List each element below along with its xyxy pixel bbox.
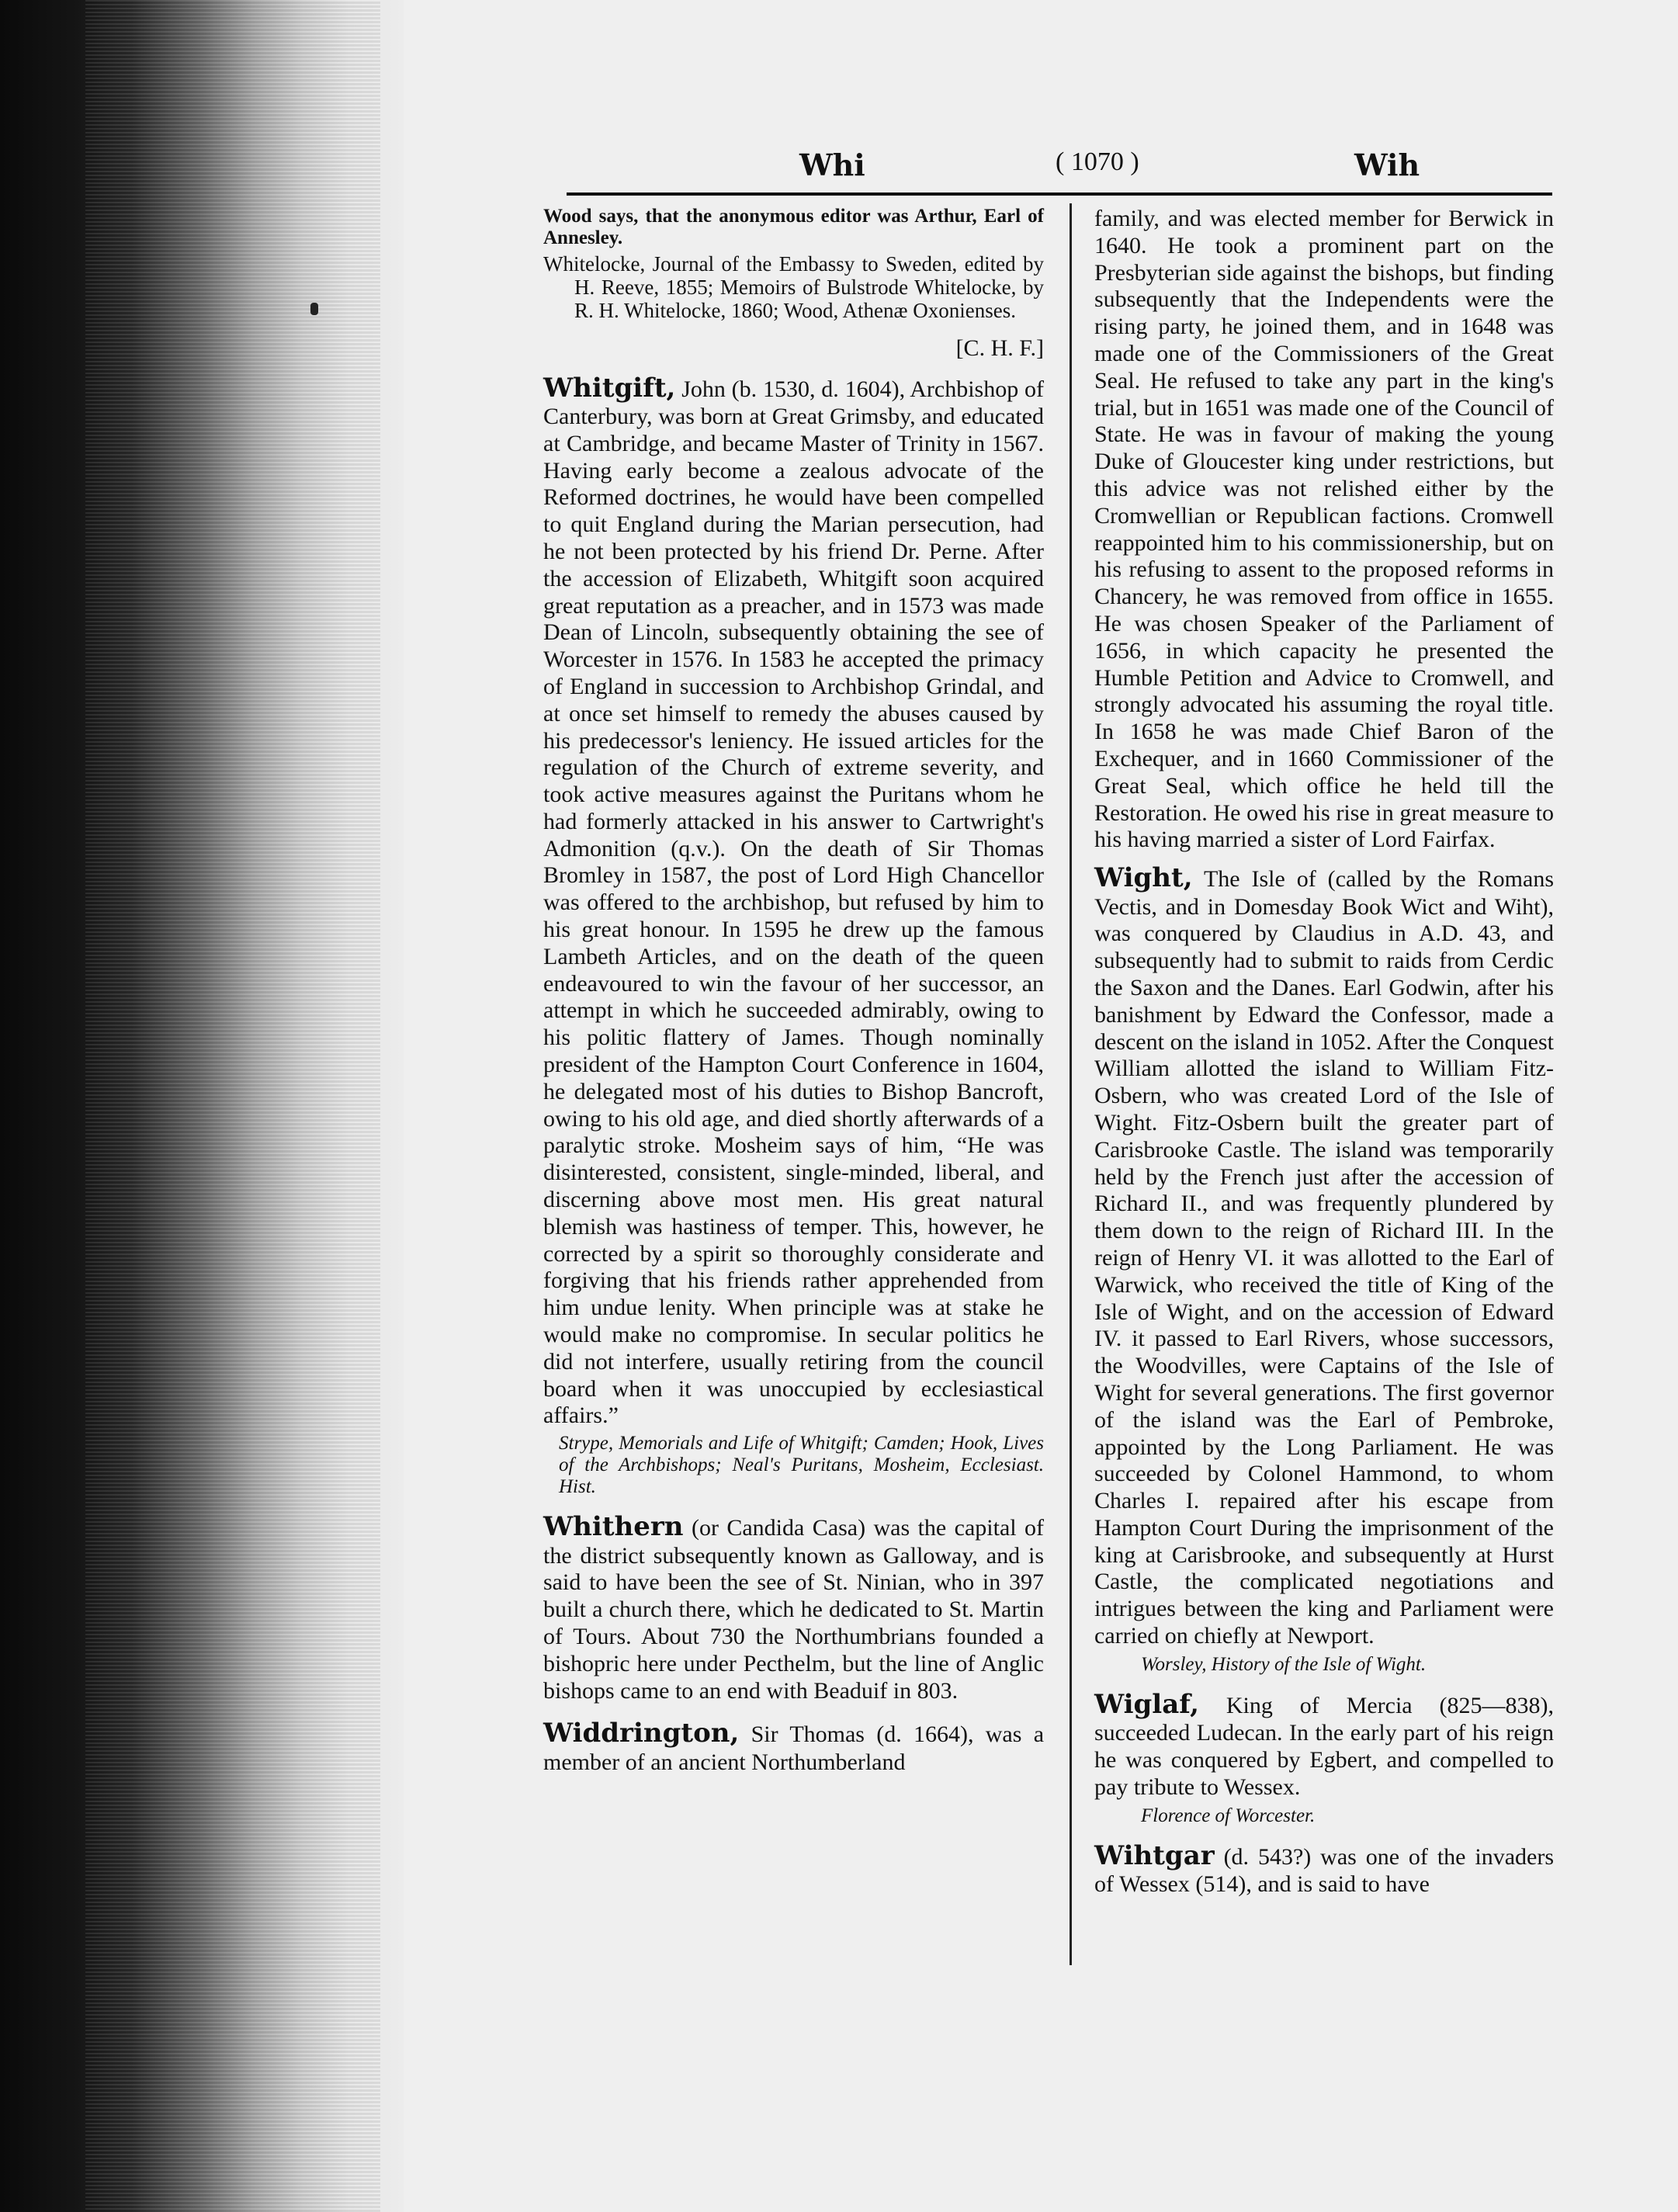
widdrington-continued: family, and was elected member for Berwick in 1640. He took a prominent part on the Presbyterian side against the bishops, but finding subsequently that the Independents were the rising party, he joined them, and in 1648 was made one of the Commissioners of the Great Seal. He refused to take any part in the king's trial, but in 1651 was made one of the Council of State. He was in favour of making the young Duke of Gloucester king under restrictions, but this advice was not relished either by the Cromwellian or Republican factions. Cromwell reappointed him to his commissionership, but on his refusing to assent to the proposed reforms in Chancery, he was removed from office in 1655. He was chosen Speaker of the Parliament of 1656, in which capacity he presented the Humble Petition and Advice to Cromwell, and strongly advocated his assuming the royal title. In 1658 he was made Chief Baron of the Exchequer, and in 1660 Commissioner of the Great Seal, which office he held till the Restoration. He owed his rise in great measure to his having married a sister of Lord Fairfax. bbox=[1094, 206, 1554, 853]
header-left-word: Whi bbox=[799, 147, 865, 182]
left-column bbox=[543, 206, 1044, 1780]
column-divider bbox=[1070, 203, 1072, 1965]
whithern-text: (or Candida Casa) was the capital of the district subsequently known as Galloway, and is said to have been the see of St. Ninian, who in 397 built a church there, which he dedicated to St. Martin of Tours. About 730 the Northumbrians founded a bishopric here under Pecthelm, but the line of Anglic bishops came to an end with Beaduif in 803. bbox=[543, 1515, 1045, 1704]
whitgift-text: John (b. 1530, d. 1604), Archbishop of Canterbury, was born at Great Grimsby, and educated at Cambridge, and became Master of Trinity in 1567. Having early become a zealous advocate of the Reformed doctrines, he would have been compelled to quit England during the Marian persecution, had he not been protected by his friend Dr. Perne. After the accession of Elizabeth, Whitgift soon acquired great reputation as a preacher, and in 1573 was made Dean of Lincoln, subsequently obtaining the see of Worcester in 1576. In 1583 he accepted the primacy of England in succession to Archbishop Grindal, and at once set himself to remedy the abuses caused by his predecessor's leniency. He issued articles for the regulation of the Church of extreme severity, and took active measures against the Puritans whom he had formerly attacked in his answer to Cartwright's Admonition (q.v.). On the death of Sir Thomas Bromley in 1587, the post of Lord High Chancellor was offered to the archbishop, but refused by him to his great honour. In 1595 he drew up the famous Lambeth Articles, and on the death of the queen endeavoured to win the favour of her successor, an attempt in which he succeeded admirably, owing to his politic flattery of James. Though nominally president of the Hampton Court Conference in 1604, he delegated most of his duties to Bishop Bancroft, owing to his old age, and died shortly afterwards of a paralytic stroke. Mosheim says of him, “He was disinterested, consistent, single-minded, liberal, and discerning above most men. His great natural blemish was hastiness of temper. This, however, he corrected by a spirit so thoroughly considerate and forgiving that his friends rather apprehended from him undue lenity. When principle was at stake he would make no compromise. In secular politics he did not interfere, usually retiring from the council board when it was unoccupied by ecclesiastical affairs.” bbox=[543, 376, 1044, 1429]
book-page bbox=[404, 0, 1678, 2212]
headword-wight: Wight, bbox=[1094, 862, 1193, 894]
entry-wihtgar bbox=[1094, 1841, 1554, 1898]
wood-note: Wood says, that the anonymous editor was Arthur, Earl of Annesley. bbox=[543, 206, 1044, 248]
wiglaf-text: King of Mercia (825—838), succeeded Ludecan. In the early part of his reign he was conquered by Egbert, and compelled to pay tribute to Wessex. bbox=[1094, 1692, 1555, 1800]
entry-wiglaf bbox=[1094, 1690, 1554, 1801]
headword-wihtgar: Wihtgar bbox=[1094, 1839, 1215, 1871]
entry-whithern bbox=[543, 1512, 1044, 1704]
entry-widdrington bbox=[543, 1718, 1044, 1776]
wight-text: The Isle of (called by the Romans Vectis, and in Domesday Book Wict and Wiht), was conquered by Claudius in A.D. 43, and subsequently had to submit to raids from Cerdic the Saxon and the Danes. Earl Godwin, after his banishment by Edward the Confessor, made a descent on the island in 1052. After the Conquest William allotted the island to William Fitz-Osbern, who was created Lord of the Isle of Wight. Fitz-Osbern built the greater part of Carisbrooke Castle. The island was temporarily held by the French just after the accession of Richard II., and was frequently plundered by them down to the reign of Richard III. In the reign of Henry VI. it was allotted to the Earl of Warwick, who received the title of King of the Isle of Wight, and on the accession of Edward IV. it passed to Earl Rivers, whose successors, the Woodvilles, were Captains of the Isle of Wight for several generations. The first governor of the island was the Earl of Pembroke, appointed by the Long Parliament. He was succeeded by Colonel Hammond, to whom Charles I. repaired after his escape from Hampton Court During the imprisonment of the king at Carisbrooke, and subsequently at Hurst Castle, the complicated negotiations and intrigues between the king and Parliament were carried on chiefly at Newport. bbox=[1094, 866, 1554, 1649]
headword-whithern: Whithern bbox=[543, 1511, 684, 1543]
running-header bbox=[404, 147, 1678, 186]
widdrington-text: Sir Thomas (d. 1664), was a member of an ancient Northumberland bbox=[543, 1721, 1045, 1775]
header-right-word: Wih bbox=[1354, 147, 1420, 182]
ink-spot bbox=[310, 303, 318, 315]
page-edge-texture bbox=[85, 0, 380, 2212]
entry-whitgift bbox=[543, 373, 1044, 1430]
wight-references: Worsley, History of the Isle of Wight. bbox=[1141, 1653, 1427, 1675]
entry-wight bbox=[1094, 863, 1554, 1650]
wihtgar-text: (d. 543?) was one of the invaders of Wessex (514), and is said to have bbox=[1094, 1843, 1554, 1898]
page-number: ( 1070 ) bbox=[1056, 147, 1139, 176]
right-column bbox=[1094, 206, 1554, 1902]
whitgift-references: Strype, Memorials and Life of Whitgift; Camden; Hook, Lives of the Archbishops; Neal's Puritans, Mosheim, Ecclesiast. Hist. bbox=[559, 1433, 1044, 1498]
author-signature: [C. H. F.] bbox=[955, 335, 1044, 361]
whitelocke-references: Whitelocke, Journal of the Embassy to Sweden, edited by H. Reeve, 1855; Memoirs of Bulstrode Whitelocke, by R. H. Whitelocke, 1860; Wood, Athenæ Oxonienses. bbox=[543, 252, 1044, 323]
header-rule bbox=[567, 192, 1552, 196]
headword-wiglaf: Wiglaf, bbox=[1094, 1688, 1199, 1720]
headword-widdrington: Widdrington, bbox=[543, 1718, 740, 1749]
wiglaf-references: Florence of Worcester. bbox=[1141, 1805, 1316, 1826]
headword-whitgift: Whitgift, bbox=[543, 372, 676, 404]
